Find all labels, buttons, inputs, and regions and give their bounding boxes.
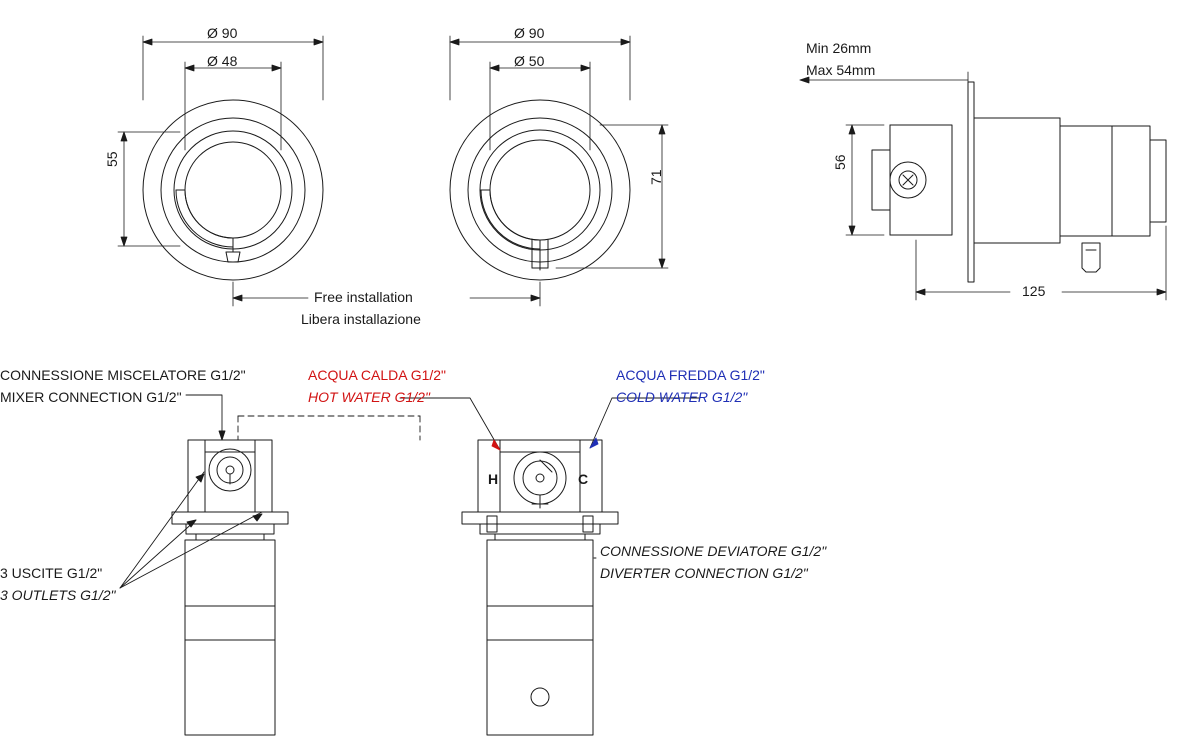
free-installation-it: Libera installazione [301, 311, 421, 327]
bottom-view-diverter [462, 440, 618, 735]
dim-height-side: 56 [832, 154, 848, 170]
free-installation-en: Free installation [314, 289, 413, 305]
callout-diverter-connection-en: DIVERTER CONNECTION G1/2" [600, 565, 808, 581]
callout-mixer-connection-en: MIXER CONNECTION G1/2" [0, 389, 182, 405]
port-mark-cold: C [578, 471, 589, 487]
callout-diverter-connection-it: CONNESSIONE DEVIATORE G1/2" [600, 543, 827, 559]
dims-view-3 [800, 72, 1166, 300]
front-view-mixer [143, 100, 323, 280]
callout-hot-water-en: HOT WATER G1/2" [308, 389, 430, 405]
callout-cold-water-it: ACQUA FREDDA G1/2" [616, 367, 765, 383]
callout-outlets-en: 3 OUTLETS G1/2" [0, 587, 116, 603]
dims-view-1 [118, 36, 540, 306]
callout-outlets-it: 3 USCITE G1/2" [0, 565, 103, 581]
dim-outer-diameter-diverter: Ø 90 [514, 25, 545, 41]
dim-inner-diameter-mixer: Ø 48 [207, 53, 238, 69]
port-mark-hot: H [488, 471, 499, 487]
callout-hot-water-it: ACQUA CALDA G1/2" [308, 367, 447, 383]
callout-mixer-connection-it: CONNESSIONE MISCELATORE G1/2" [0, 367, 246, 383]
dim-outer-diameter-mixer: Ø 90 [207, 25, 238, 41]
dim-height-diverter: 71 [648, 169, 664, 185]
bottom-view-mixer [172, 440, 288, 735]
depth-max-label: Max 54mm [806, 62, 876, 78]
callout-cold-water-en: COLD WATER G1/2" [616, 389, 748, 405]
dim-length-side: 125 [1022, 283, 1046, 299]
depth-min-label: Min 26mm [806, 40, 872, 56]
dim-inner-diameter-diverter: Ø 50 [514, 53, 545, 69]
front-view-diverter [450, 100, 630, 280]
dim-height-mixer: 55 [104, 151, 120, 167]
